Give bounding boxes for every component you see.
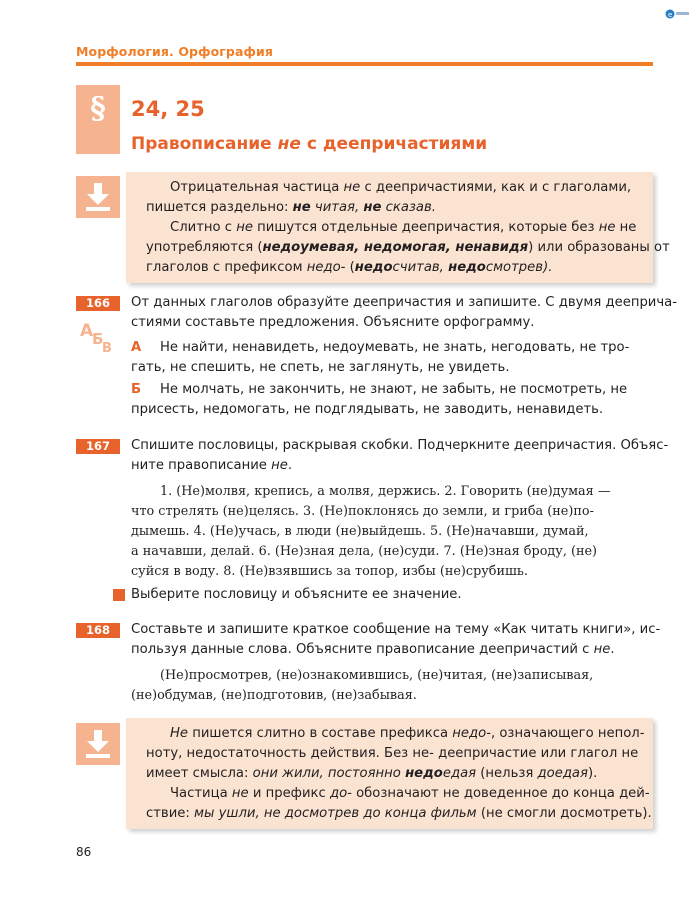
ex168-instruction-1: Составьте и запишите краткое сообщение на тему «Как читать книги», ис- xyxy=(131,622,661,637)
svg-text:e: e xyxy=(668,11,673,19)
abc-icon xyxy=(78,318,118,354)
svg-text:А: А xyxy=(80,321,94,341)
variant-b-line2: присесть, недомогать, не подглядывать, не заводить, ненавидеть. xyxy=(131,402,604,417)
svg-text:В: В xyxy=(102,341,112,354)
paragraph-sign: § xyxy=(90,91,106,126)
rule2-line4: Частица не и префикс до- обозначают не доведенное до конца дей- xyxy=(170,786,650,801)
ex167-task: Выберите пословицу и объясните ее значение. xyxy=(131,587,462,602)
corner-logo-icon xyxy=(665,6,691,20)
ex167-instruction-2: ните правописание не. xyxy=(131,458,293,473)
rule2-line5: ствие: мы ушли, не досмотрев до конца фильм (не смогли досмотреть). xyxy=(146,806,652,821)
variant-a-label: А xyxy=(131,340,142,355)
section-header: Морфология. Орфография xyxy=(76,44,273,59)
variant-b-label: Б xyxy=(131,382,142,397)
rule1-line4: употребляются (недоумевая, недомогая, ненавидя) или образованы от xyxy=(146,240,670,255)
proverbs-line3: дымешь. 4. (Не)учась, в люди (не)выйдешь. 5. (Не)начавши, думай, xyxy=(131,524,589,539)
proverbs-line4: а начавши, делай. 6. (Не)зная дела, (не)суди. 7. (Не)зная броду, (не) xyxy=(131,544,598,559)
rule2-line3: имеет смысла: они жили, постоянно недоедая (нельзя доедая). xyxy=(146,766,598,781)
rule1-line2: пишется раздельно: не читая, не сказав. xyxy=(146,200,436,215)
variant-a-line2: гать, не спешить, не спеть, не заглянуть, не увидеть. xyxy=(131,360,510,375)
rule-panel-2 xyxy=(126,718,653,829)
lesson-numbers: 24, 25 xyxy=(131,97,205,121)
rule1-line5: глаголов с префиксом недо- (недосчитав, недосмотрев). xyxy=(146,260,553,275)
words-line1: (Не)просмотрев, (не)ознакомившись, (не)читая, (не)записывая, xyxy=(160,668,594,683)
rule2-line2: ноту, недостаточность действия. Без не- деепричастие или глагол не xyxy=(146,746,639,761)
page-number: 86 xyxy=(76,845,92,859)
header-rule xyxy=(76,62,653,66)
proverbs-line5: суйся в воду. 8. (Не)взявшись за топор, избы (не)срубишь. xyxy=(131,564,528,579)
proverbs-line2: что стрелять (не)целясь. 3. (Не)поклонясь до земли, и гриба (не)по- xyxy=(131,504,594,519)
ex167-instruction-1: Спишите пословицы, раскрывая скобки. Подчеркните деепричастия. Объяс- xyxy=(131,438,669,453)
variant-a-line1: Не найти, ненавидеть, недоумевать, не знать, негодовать, не тро- xyxy=(160,340,630,355)
exercise-number-166: 166 xyxy=(76,296,120,311)
exercise-number-168: 168 xyxy=(76,623,120,638)
exercise-number-167: 167 xyxy=(76,439,120,454)
rule-panel-1 xyxy=(126,172,670,283)
lesson-title: Правописание не с деепричастиями xyxy=(131,134,488,154)
rule1-line1: Отрицательная частица не с деепричастиями, как и с глаголами, xyxy=(170,180,632,195)
ex166-instruction-1: От данных глаголов образуйте деепричастия и запишите. С двумя дееприча- xyxy=(131,295,678,310)
download-icon xyxy=(76,723,120,765)
variant-b-line1: Не молчать, не закончить, не знают, не забыть, не посмотреть, не xyxy=(160,382,628,397)
rule2-line1: Не пишется слитно в составе префикса недо-, означающего непол- xyxy=(170,726,645,741)
ex166-instruction-2: стиями составьте предложения. Объясните орфограмму. xyxy=(131,315,535,330)
proverbs-line1: 1. (Не)молвя, крепись, а молвя, держись. 2. Говорить (не)думая — xyxy=(160,484,611,499)
rule1-line3: Слитно с не пишутся отдельные деепричастия, которые без не не xyxy=(170,220,637,235)
download-icon xyxy=(76,176,120,218)
paragraph-sign-box xyxy=(76,85,120,154)
task-marker xyxy=(113,589,125,601)
svg-text:Б: Б xyxy=(92,330,104,348)
ex168-instruction-2: пользуя данные слова. Объясните правописание деепричастий с не. xyxy=(131,642,615,657)
words-line2: (не)обдумав, (не)подготовив, (не)забывая. xyxy=(131,688,417,703)
